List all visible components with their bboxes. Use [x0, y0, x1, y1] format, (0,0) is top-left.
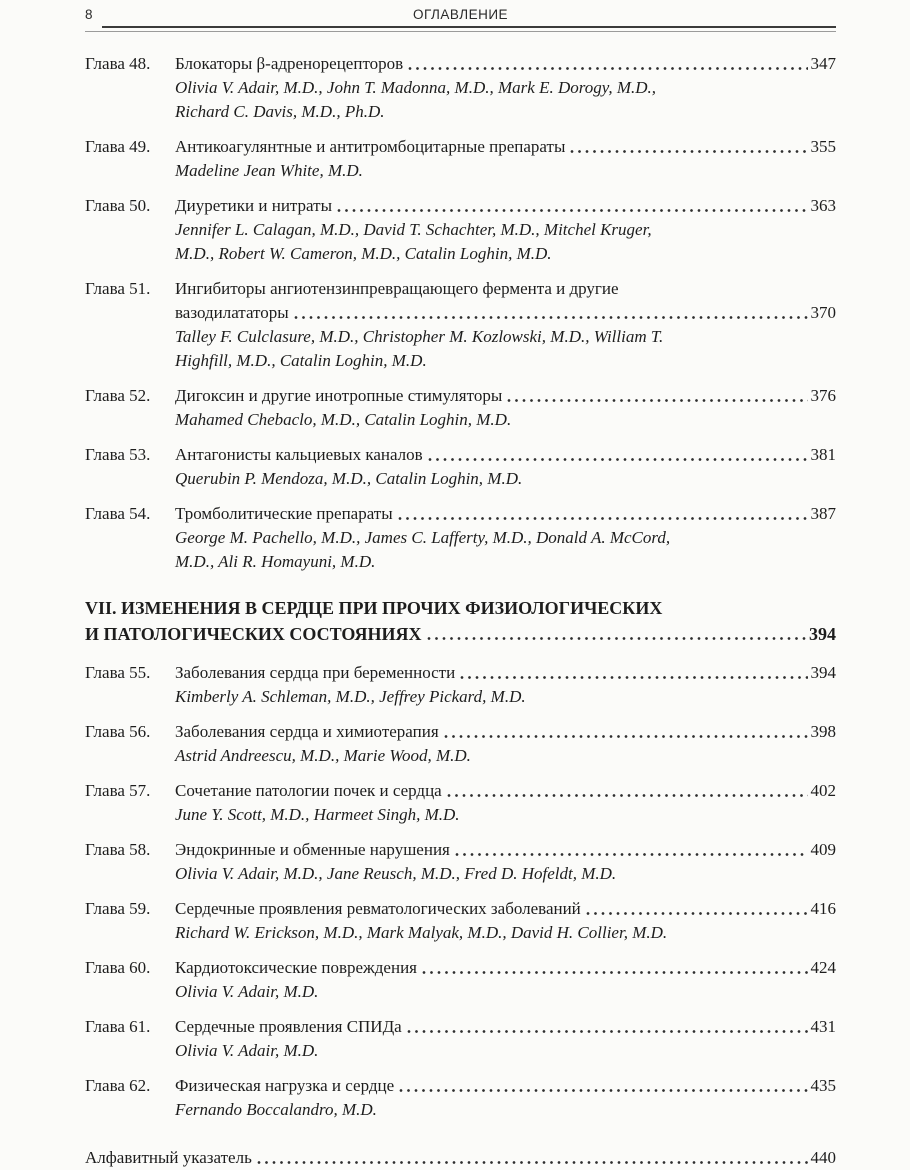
page-number: 424 — [810, 958, 836, 977]
author-line: Madeline Jean White, M.D. — [175, 161, 363, 180]
dot-leader — [586, 910, 808, 917]
entry-row — [85, 956, 836, 980]
dot-leader — [427, 635, 806, 642]
entry-row — [85, 135, 836, 159]
page-number: 409 — [810, 840, 836, 859]
toc-entry — [85, 595, 836, 647]
author-line: M.D., Ali R. Homayuni, M.D. — [175, 552, 376, 571]
author-line: Richard W. Erickson, M.D., Mark Malyak, M.D., David H. Collier, M.D. — [175, 923, 668, 942]
entry-title: Алфавитный указатель — [85, 1148, 252, 1167]
chapter-label: Глава 53. — [85, 445, 151, 464]
entry-row — [85, 277, 836, 301]
toc-entry — [85, 1074, 836, 1122]
toc-entry — [85, 52, 836, 124]
page-number: 394 — [809, 624, 836, 644]
header-rule-bottom — [85, 31, 836, 32]
toc-entry — [85, 779, 836, 827]
entry-title: Диуретики и нитраты — [175, 196, 333, 215]
entry-row — [85, 1074, 836, 1098]
header-title: ОГЛАВЛЕНИЕ — [412, 7, 509, 22]
author-line: Olivia V. Adair, M.D. — [175, 1041, 319, 1060]
toc-list — [85, 52, 836, 1170]
toc-entry — [85, 443, 836, 491]
entry-title: Блокаторы β-адренорецепторов — [175, 54, 404, 73]
dot-leader — [507, 397, 807, 404]
dot-leader — [570, 148, 807, 155]
author-line: Richard C. Davis, M.D., Ph.D. — [175, 102, 385, 121]
page-header — [85, 6, 836, 32]
entry-row — [85, 897, 836, 921]
page-number: 435 — [810, 1076, 836, 1095]
chapter-label: Глава 57. — [85, 781, 151, 800]
entry-row — [85, 779, 836, 803]
entry-title: VII. ИЗМЕНЕНИЯ В СЕРДЦЕ ПРИ ПРОЧИХ ФИЗИОЛОГИЧЕСКИХ — [85, 598, 663, 618]
chapter-label: Глава 50. — [85, 196, 151, 215]
entry-title: Физическая нагрузка и сердце — [175, 1076, 395, 1095]
entry-row — [85, 194, 836, 218]
entry-title: Дигоксин и другие инотропные стимуляторы — [175, 386, 503, 405]
page-number: 431 — [810, 1017, 836, 1036]
page-number: 402 — [810, 781, 836, 800]
dot-leader — [455, 851, 808, 858]
entry-title: Эндокринные и обменные нарушения — [175, 840, 450, 859]
dot-leader — [460, 674, 807, 681]
toc-entry — [85, 194, 836, 266]
chapter-label: Глава 61. — [85, 1017, 151, 1036]
entry-row — [85, 621, 836, 647]
entry-title: Заболевания сердца и химиотерапия — [175, 722, 439, 741]
header-page-number: 8 — [85, 7, 93, 22]
dot-leader — [407, 1028, 808, 1035]
toc-entry — [85, 502, 836, 574]
entry-title: Ингибиторы ангиотензинпревращающего фермента и другие — [175, 279, 619, 298]
author-line: Querubin P. Mendoza, M.D., Catalin Loghin, M.D. — [175, 469, 523, 488]
dot-leader — [422, 969, 808, 976]
page-number: 370 — [810, 303, 836, 322]
dot-leader — [294, 314, 808, 321]
toc-entry — [85, 135, 836, 183]
toc-entry — [85, 1015, 836, 1063]
entry-row — [85, 720, 836, 744]
author-line: Olivia V. Adair, M.D., Jane Reusch, M.D., Fred D. Hofeldt, M.D. — [175, 864, 617, 883]
toc-entry — [85, 661, 836, 709]
toc-entry — [85, 956, 836, 1004]
chapter-label: Глава 56. — [85, 722, 151, 741]
author-line: George M. Pachello, M.D., James C. Lafferty, M.D., Donald A. McCord, — [175, 528, 671, 547]
entry-row — [85, 661, 836, 685]
page-number: 381 — [810, 445, 836, 464]
author-line: M.D., Robert W. Cameron, M.D., Catalin Loghin, M.D. — [175, 244, 552, 263]
entry-row — [85, 1015, 836, 1039]
author-line: Olivia V. Adair, M.D., John T. Madonna, M.D., Mark E. Dorogy, M.D., — [175, 78, 657, 97]
page-number: 398 — [810, 722, 836, 741]
author-line: Mahamed Chebaclo, M.D., Catalin Loghin, M.D. — [175, 410, 512, 429]
entry-title: Заболевания сердца при беременности — [175, 663, 456, 682]
entry-title: Кардиотоксические повреждения — [175, 958, 417, 977]
dot-leader — [444, 733, 808, 740]
entry-row — [85, 595, 836, 621]
page-number: 394 — [810, 663, 836, 682]
dot-leader — [399, 1087, 807, 1094]
page-number: 440 — [810, 1148, 836, 1167]
chapter-label: Глава 52. — [85, 386, 151, 405]
toc-entry — [85, 277, 836, 373]
author-line: Highfill, M.D., Catalin Loghin, M.D. — [175, 351, 427, 370]
dot-leader — [398, 515, 808, 522]
entry-title: И ПАТОЛОГИЧЕСКИХ СОСТОЯНИЯХ — [85, 624, 422, 644]
page-number: 376 — [810, 386, 836, 405]
running-head — [85, 6, 836, 24]
entry-title: Сердечные проявления СПИДа — [175, 1017, 402, 1036]
toc-entry — [85, 897, 836, 945]
chapter-label: Глава 59. — [85, 899, 151, 918]
author-line: Olivia V. Adair, M.D. — [175, 982, 319, 1001]
entry-title: Антикоагулянтные и антитромбоцитарные препараты — [175, 137, 566, 156]
toc-entry — [85, 384, 836, 432]
chapter-label: Глава 49. — [85, 137, 151, 156]
entry-row — [85, 838, 836, 862]
chapter-label: Глава 51. — [85, 279, 151, 298]
author-line: June Y. Scott, M.D., Harmeet Singh, M.D. — [175, 805, 460, 824]
toc-entry — [85, 720, 836, 768]
entry-title: Антагонисты кальциевых каналов — [175, 445, 423, 464]
author-line: Talley F. Culclasure, M.D., Christopher M. Kozlowski, M.D., William T. — [175, 327, 664, 346]
chapter-label: Глава 62. — [85, 1076, 151, 1095]
entry-title: Сердечные проявления ревматологических заболеваний — [175, 899, 581, 918]
entry-row — [85, 1146, 836, 1170]
entry-row — [85, 502, 836, 526]
author-line: Kimberly A. Schleman, M.D., Jeffrey Pickard, M.D. — [175, 687, 526, 706]
dot-leader — [257, 1159, 808, 1166]
chapter-label: Глава 48. — [85, 54, 151, 73]
entry-row — [85, 443, 836, 467]
page-number: 355 — [810, 137, 836, 156]
chapter-label: Глава 54. — [85, 504, 151, 523]
page-number: 416 — [810, 899, 836, 918]
chapter-label: Глава 58. — [85, 840, 151, 859]
entry-title: вазодилататоры — [175, 303, 289, 322]
chapter-label: Глава 55. — [85, 663, 151, 682]
entry-row — [85, 52, 836, 76]
dot-leader — [408, 65, 807, 72]
author-line: Astrid Andreescu, M.D., Marie Wood, M.D. — [175, 746, 471, 765]
toc-entry — [85, 838, 836, 886]
dot-leader — [428, 456, 808, 463]
dot-leader — [447, 792, 808, 799]
entry-row — [85, 301, 836, 325]
entry-row — [85, 384, 836, 408]
chapter-label: Глава 60. — [85, 958, 151, 977]
page-number: 387 — [810, 504, 836, 523]
toc-entry — [85, 1146, 836, 1170]
author-line: Fernando Boccalandro, M.D. — [175, 1100, 377, 1119]
author-line: Jennifer L. Calagan, M.D., David T. Schachter, M.D., Mitchel Kruger, — [175, 220, 652, 239]
header-rule-top — [102, 26, 836, 28]
entry-title: Тромболитические препараты — [175, 504, 393, 523]
page-number: 347 — [810, 54, 836, 73]
entry-title: Сочетание патологии почек и сердца — [175, 781, 442, 800]
dot-leader — [337, 207, 807, 214]
page-number: 363 — [810, 196, 836, 215]
